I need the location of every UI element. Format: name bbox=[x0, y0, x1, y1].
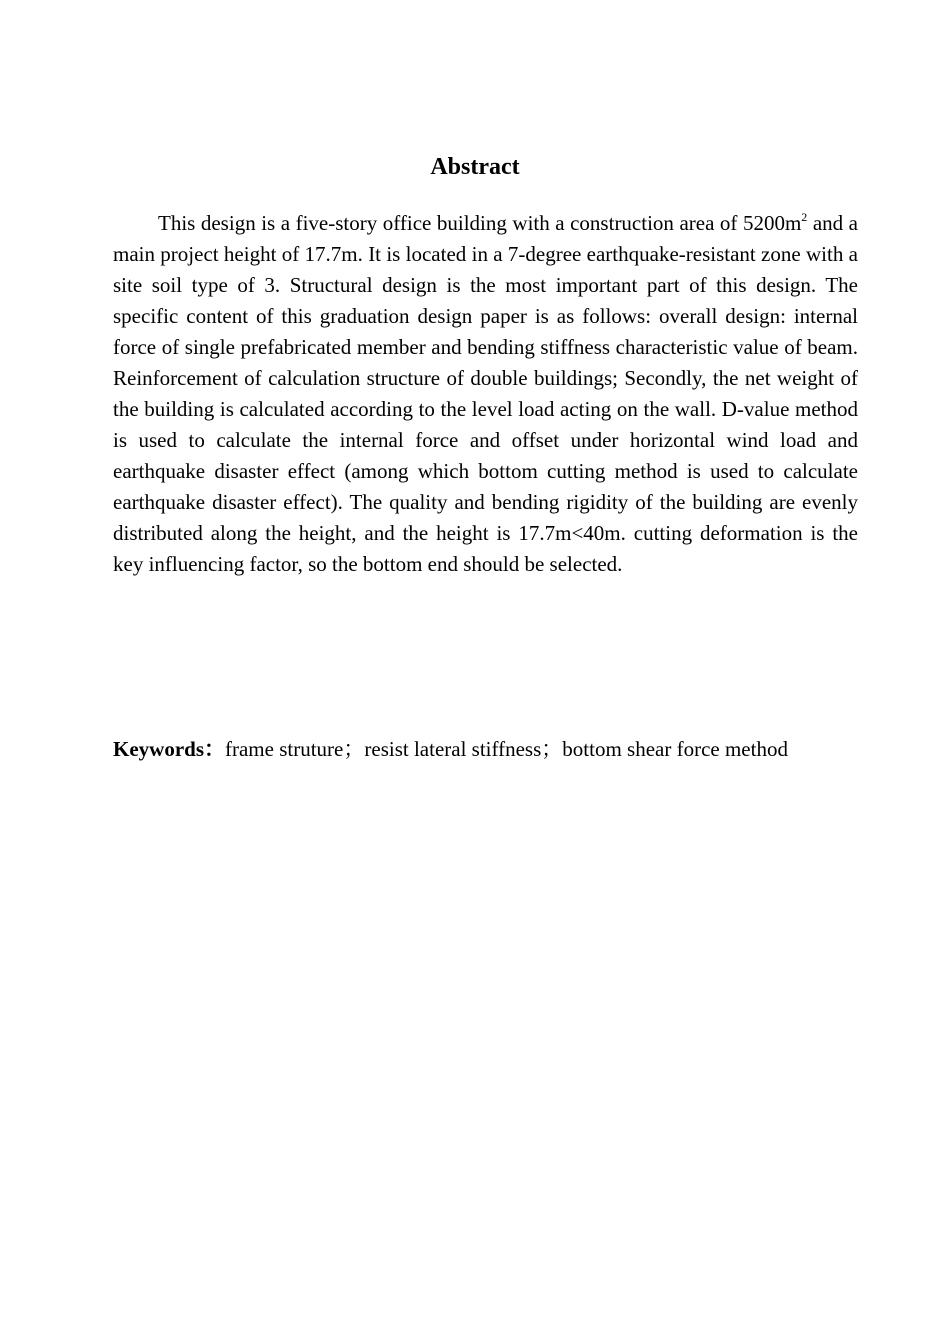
keyword-item: frame struture bbox=[225, 737, 344, 761]
abstract-paragraph-end: and a main project height of 17.7m. It is located in a 7-degree earthquake-resistant zone with a site soil type of 3. Structural design is the most important part of this design. The specific content of this graduation design paper is as follows: overall design: internal force of single prefabricated member and bending stiffness characteristic value of beam. Reinforcement of calculation structure of double buildings; Secondly, the net weight of the building is calculated according to the level load acting on the wall. D-value method is used to calculate the internal force and offset under horizontal wind load and earthquake disaster effect (among which bottom cutting method is used to calculate earthquake disaster effect). The quality and bending rigidity of the building are evenly distributed along the height, and the height is 17.7m<40m. cutting deformation is the key influencing factor, so the bottom end should be selected. bbox=[113, 211, 858, 576]
keyword-item: resist lateral stiffness bbox=[364, 737, 542, 761]
keyword-separator: ； bbox=[541, 737, 563, 761]
keyword-item: bottom shear force method bbox=[562, 737, 788, 761]
area-superscript: 2 bbox=[801, 210, 808, 224]
abstract-title: Abstract bbox=[430, 154, 520, 180]
keywords-line bbox=[113, 733, 893, 765]
abstract-paragraph-start: This design is a five-story office building with a construction area of 5200m bbox=[158, 211, 802, 235]
keywords-label: Keywords： bbox=[113, 737, 225, 761]
abstract-paragraph bbox=[113, 208, 858, 580]
keyword-separator: ； bbox=[343, 737, 365, 761]
